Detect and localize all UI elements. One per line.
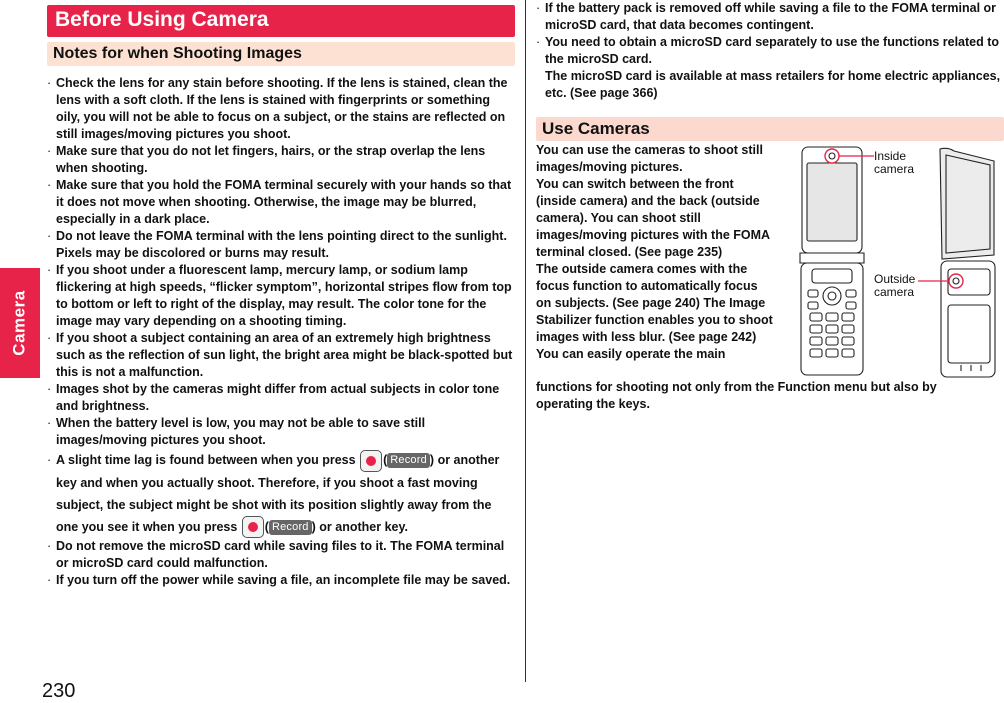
left-column (47, 5, 515, 589)
right-column (536, 0, 1004, 141)
use-cameras-heading: Use Cameras (536, 117, 1004, 141)
list-item-time-lag: · A slight time lag is found between when you press ( Record ) or another key and when you actually shoot. Therefore, if you shoot a fast moving subject, the subject might be shot with its position slightly away from the one you see it when you press ( Record ) or another key. (47, 449, 515, 538)
phone-figure-svg (798, 145, 998, 381)
record-label-icon: Record (387, 453, 430, 468)
list-item: · You need to obtain a microSD card separately to use the functions related to the microSD card. The microSD card is available at mass retailers for home electric appliances, etc. (See page 366) (536, 34, 1004, 102)
use-cameras-tail: functions for shooting not only from the Function menu but also by operating the keys. (536, 380, 937, 411)
list-item: · Do not leave the FOMA terminal with the lens pointing direct to the sunlight. Pixels may be discolored or burns may result. (47, 228, 515, 262)
record-key-icon (360, 450, 382, 472)
page-number: 230 (42, 680, 76, 702)
list-item: · Make sure that you do not let fingers, hairs, or the strap overlap the lens when shooting. (47, 143, 515, 177)
use-cameras-body: You can use the cameras to shoot still images/moving pictures. You can switch between the front (inside camera) and the back (outside camera). You can shoot still images/moving pictures with the FOMA terminal closed. (See page 235) The outside camera comes with the focus function to automatically focus on subjects. (See page 240) The Image Stabilizer function enables you to shoot images with less blur. (See page 242) You can easily operate the main (536, 143, 773, 361)
list-item: · Make sure that you hold the FOMA terminal securely with your hands so that it does not move when shooting. Otherwise, the image may be blurred, especially in a dark place. (47, 177, 515, 228)
phone-front (800, 147, 864, 375)
outside-camera-label: Outside camera (874, 272, 916, 299)
phone-back (940, 148, 995, 377)
notes-list (47, 75, 515, 589)
list-item: · When the battery level is low, you may not be able to save still images/moving pictures you shoot. (47, 415, 515, 449)
list-item: · If you turn off the power while saving a file, an incomplete file may be saved. (47, 572, 515, 589)
side-tab (0, 268, 40, 378)
phone-illustration (798, 145, 998, 381)
list-item: · If the battery pack is removed off while saving a file to the FOMA terminal or microSD card, that data becomes contingent. (536, 0, 1004, 34)
notes-heading: Notes for when Shooting Images (47, 42, 515, 66)
column-divider (525, 0, 526, 682)
page-title: Before Using Camera (47, 5, 515, 37)
list-item: · If you shoot a subject containing an area of an extremely high brightness such as the reflection of sun light, the bright area might be black-spotted but this is not a malfunction. (47, 330, 515, 381)
inside-camera-label: Inside camera (874, 149, 915, 176)
list-item: · Do not remove the microSD card while saving files to it. The FOMA terminal or microSD card could malfunction. (47, 538, 515, 572)
record-label-icon: Record (269, 520, 312, 535)
record-key-icon (242, 516, 264, 538)
side-tab-label: Camera (10, 290, 29, 356)
list-item: · If you shoot under a fluorescent lamp, mercury lamp, or sodium lamp flickering at high speeds, “flicker symptom”, horizontal stripes flow from top to bottom or left to right of the display, may result. The color tone for the image may vary depending on a shooting timing. (47, 262, 515, 330)
list-item: · Images shot by the cameras might differ from actual subjects in color tone and brightness. (47, 381, 515, 415)
right-notes-list (536, 0, 1004, 102)
list-item: · Check the lens for any stain before shooting. If the lens is stained, clean the lens with a soft cloth. If the lens is stained with fingerprints or something oily, you will not be able to focus on a subject, or the stains are reflected on still images/moving pictures you shoot. (47, 75, 515, 143)
